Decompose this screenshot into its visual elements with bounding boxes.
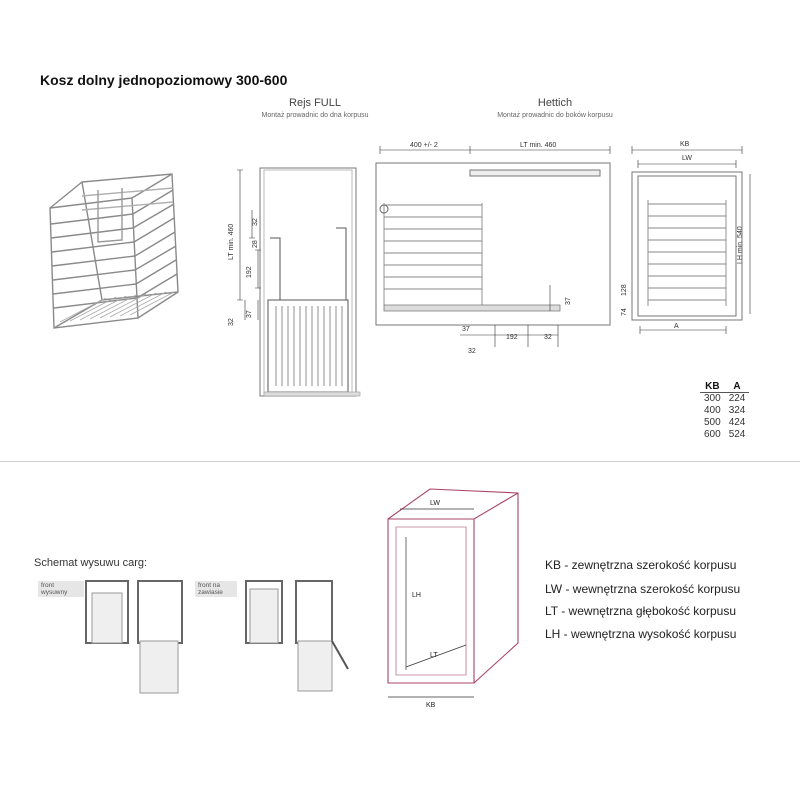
kb-a-table <box>700 381 749 441</box>
dim-37-right: 37 <box>565 297 572 305</box>
cabinet-lt: LT <box>430 652 438 659</box>
dim-32-b: 32 <box>228 318 235 326</box>
table-header-kb: KB <box>700 381 725 393</box>
dim-400: 400 +/- 2 <box>410 142 438 149</box>
tag-front-wysuwny: front wysuwny <box>38 581 84 597</box>
dim-lt-top: LT min. 460 <box>520 142 557 149</box>
hettich-heading: Hettich <box>537 97 573 109</box>
section-divider <box>0 461 800 462</box>
legend-kb: KB - zewnętrzna szerokość korpusu <box>545 558 737 572</box>
dim-37-bot: 37 <box>462 326 470 333</box>
dim-37-v: 37 <box>246 310 253 318</box>
dim-32-a: 32 <box>252 218 259 226</box>
schematic-title: Schemat wysuwu carg: <box>34 557 148 569</box>
legend-lt: LT - wewnętrzna głębokość korpusu <box>545 604 736 618</box>
table-row: 300 224 <box>704 393 746 404</box>
table-row: 400 324 <box>704 405 746 416</box>
wire-basket-drawing <box>40 170 190 340</box>
legend-lw: LW - wewnętrzna szerokość korpusu <box>545 582 741 596</box>
table-header-a: A <box>725 381 750 393</box>
dim-32-bot2: 32 <box>468 348 476 355</box>
hettich-side-view <box>370 125 620 360</box>
cabinet-lh: LH <box>412 592 421 599</box>
page-title: Kosz dolny jednopoziomowy 300-600 <box>40 72 288 88</box>
dim-128: 128 <box>621 284 628 296</box>
table-row: 500 424 <box>704 417 746 428</box>
dim-a: A <box>674 323 679 330</box>
rejs-subheading: Montaż prowadnic do dna korpusu <box>261 112 369 119</box>
dim-74: 74 <box>621 308 628 316</box>
dim-kb: KB <box>680 141 690 148</box>
rejs-full-side-view <box>220 160 370 410</box>
drawer-schematic <box>80 575 360 700</box>
dim-32-bot: 32 <box>544 334 552 341</box>
cabinet-perspective <box>370 485 530 715</box>
cabinet-kb: KB <box>426 702 436 709</box>
dim-192-h: 192 <box>506 334 518 341</box>
dim-192-v: 192 <box>246 266 253 278</box>
table-row: 600 524 <box>704 429 746 440</box>
tag-front-zawiasie: front na zawiasie <box>195 581 237 597</box>
dim-lh: LH min. 540 <box>737 226 744 264</box>
dim-lw: LW <box>682 155 692 162</box>
rejs-heading: Rejs FULL <box>289 97 341 109</box>
dim-28: 28 <box>252 240 259 248</box>
hettich-subheading: Montaż prowadnic do boków korpusu <box>497 112 613 119</box>
legend-lh: LH - wewnętrzna wysokość korpusu <box>545 627 737 641</box>
front-view <box>612 134 752 344</box>
cabinet-lw: LW <box>430 500 440 507</box>
dim-lt-side: LT min. 460 <box>228 223 235 260</box>
